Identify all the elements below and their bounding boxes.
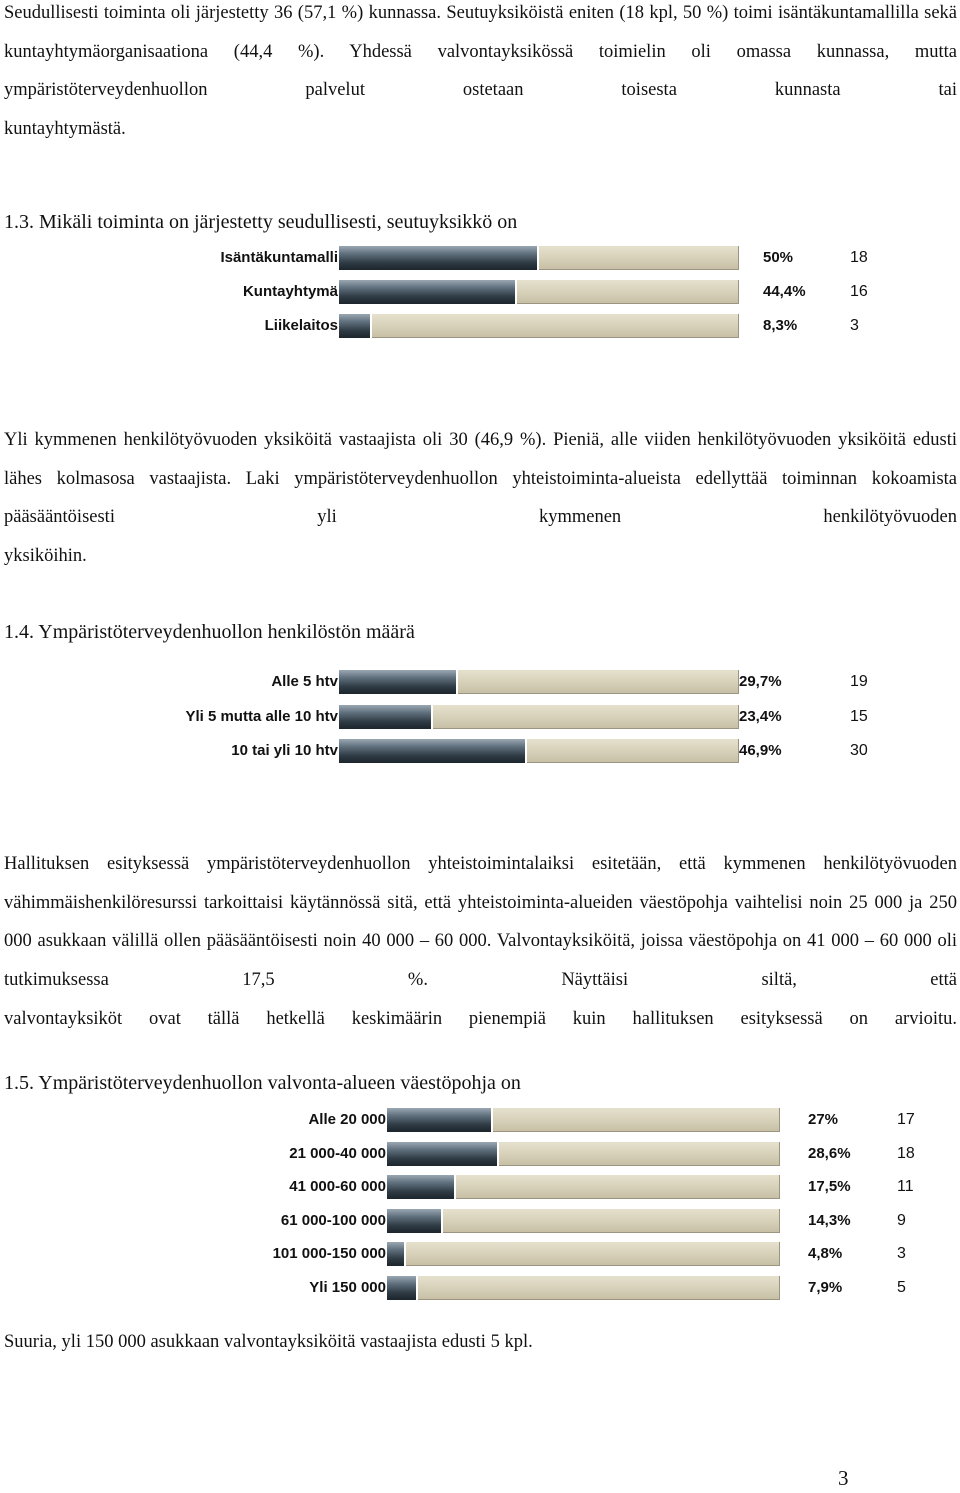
bar-row xyxy=(309,1276,906,1300)
section-heading-1-4: 1.4. Ympäristöterveydenhuollon henkilöstön määrä xyxy=(4,621,415,643)
bar xyxy=(339,739,527,763)
text-line: kuntayhtymästä. xyxy=(4,119,126,140)
text-line: yhteistoiminta-alueista edellyttää toiminnan kokoamista pääsääntöisesti yli kymmenen henkilötyövuoden xyxy=(4,468,957,528)
bar-percent-label: 7,9% xyxy=(808,1279,843,1296)
text-line: yksiköihin. xyxy=(4,546,87,567)
bar-category-label: Kuntayhtymä xyxy=(242,283,338,300)
bar-count-label: 15 xyxy=(850,707,868,725)
bar xyxy=(387,1108,493,1132)
bar-category-label: Alle 5 htv xyxy=(271,673,338,690)
bar-count-label: 18 xyxy=(897,1144,915,1162)
bar xyxy=(387,1175,456,1199)
bar-percent-label: 27% xyxy=(808,1111,839,1128)
bar-count-label: 9 xyxy=(897,1211,906,1229)
bar-category-label: 61 000-100 000 xyxy=(280,1211,386,1229)
bar xyxy=(387,1209,443,1233)
page-number: 3 xyxy=(838,1466,849,1490)
intro-paragraph xyxy=(4,0,957,149)
text-line: omassa kunnassa, mutta ympäristöterveydenhuollon palvelut ostetaan toisesta kunnasta tai xyxy=(4,41,958,101)
paragraph-government-proposal xyxy=(4,845,957,1039)
text-line: Valvontayksiköitä, joissa väestöpohja on 41 000 – 60 000 oli tutkimuksessa 17,5 %. Näyttäisi siltä, että xyxy=(4,931,957,991)
bar-row xyxy=(242,280,868,304)
text-line: väestöpohja vaihtelisi noin 25 000 ja 250 000 asukkaan välillä ollen pääsääntöisesti noin 40 000 – 60 000. xyxy=(4,892,957,952)
closing-line: Suuria, yli 150 000 asukkaan valvontayksiköitä vastaajista edusti 5 kpl. xyxy=(4,1332,533,1352)
bar-track xyxy=(387,1276,780,1300)
bar-percent-label: 46,9% xyxy=(739,742,782,759)
bar-track xyxy=(387,1209,780,1233)
bar xyxy=(339,670,458,694)
bar xyxy=(339,314,372,338)
bar-percent-label: 14,3% xyxy=(808,1211,851,1229)
bar-count-label: 19 xyxy=(850,673,868,690)
bar-percent-label: 8,3% xyxy=(763,317,798,334)
bar-category-label: 101 000-150 000 xyxy=(272,1245,386,1263)
bar-row xyxy=(185,705,868,729)
text-line: Seudullisesti toiminta oli järjestetty 36 (57,1 %) kunnassa. Seutuyksiköistä eniten (18 kpl, 50 %) toimi xyxy=(4,3,773,23)
text-line: henkilötyövuoden yksiköitä edusti lähes kolmasosa vastaajista. Laki ympäristöterveydenhuollon xyxy=(4,430,958,489)
bar-category-label: 21 000-40 000 xyxy=(289,1144,386,1162)
bar xyxy=(387,1276,418,1300)
bar-category-label: 41 000-60 000 xyxy=(289,1178,386,1196)
bar-category-label: Yli 150 000 xyxy=(309,1279,386,1296)
bar-row xyxy=(280,1209,906,1233)
bar-row xyxy=(264,314,859,338)
bar-category-label: Isäntäkuntamalli xyxy=(220,249,338,266)
bar-track xyxy=(387,1242,780,1266)
bar-percent-label: 4,8% xyxy=(808,1245,843,1263)
bar-percent-label: 29,7% xyxy=(739,673,782,690)
bar-count-label: 16 xyxy=(850,283,868,300)
bar-row xyxy=(220,246,868,270)
bar-count-label: 5 xyxy=(897,1279,906,1296)
bar-row xyxy=(289,1142,915,1166)
bar-percent-label: 17,5% xyxy=(808,1178,851,1196)
bar-category-label: 10 tai yli 10 htv xyxy=(231,742,338,759)
bar-category-label: Yli 5 mutta alle 10 htv xyxy=(185,707,338,725)
bar xyxy=(387,1142,499,1166)
bar-row xyxy=(231,739,868,763)
bar-count-label: 11 xyxy=(897,1178,914,1196)
bar-count-label: 30 xyxy=(850,742,868,759)
bar-row xyxy=(308,1108,915,1132)
bar-row xyxy=(272,1242,906,1266)
text-line: Yli kymmenen henkilötyövuoden yksiköitä vastaajista oli 30 (46,9 %). Pieniä, alle viiden xyxy=(4,430,691,450)
bar-percent-label: 44,4% xyxy=(763,283,806,300)
bar-row xyxy=(289,1175,914,1199)
bar xyxy=(387,1242,406,1266)
section-heading-1-3: 1.3. Mikäli toiminta on järjestetty seudullisesti, seutuyksikkö on xyxy=(4,211,518,233)
bar-category-label: Liikelaitos xyxy=(264,317,338,334)
bar xyxy=(339,705,433,729)
text-line: valvontayksiköt ovat tällä hetkellä keskimäärin pienempiä kuin hallituksen esityksessä on arvioitu. xyxy=(4,1008,957,1029)
bar xyxy=(339,246,539,270)
text-line: henkilötyövuoden vähimmäishenkilöresurssi tarkoittaisi käytännössä sitä, että yhteistoiminta-alueiden xyxy=(4,854,958,913)
bar-row xyxy=(271,670,868,694)
text-line: Hallituksen esityksessä ympäristöterveydenhuollon yhteistoimintalaiksi esitetään, että kymmenen xyxy=(4,854,806,874)
section-heading-1-5: 1.5. Ympäristöterveydenhuollon valvonta-alueen väestöpohja on xyxy=(4,1072,521,1094)
bar xyxy=(339,280,517,304)
bar-count-label: 3 xyxy=(897,1245,906,1263)
paragraph-unit-size xyxy=(4,421,957,576)
bar-percent-label: 23,4% xyxy=(739,707,782,725)
bar-percent-label: 28,6% xyxy=(808,1144,851,1162)
bar-category-label: Alle 20 000 xyxy=(308,1111,386,1128)
bar-count-label: 18 xyxy=(850,249,868,266)
bar-track xyxy=(339,314,739,338)
bar-count-label: 3 xyxy=(850,317,859,334)
bar-count-label: 17 xyxy=(897,1111,915,1128)
text-line: isäntäkuntamallilla sekä kuntayhtymäorganisaationa (44,4 %). Yhdessä valvontayksikössä toimielin oli xyxy=(4,3,957,62)
bar-percent-label: 50% xyxy=(763,249,794,266)
